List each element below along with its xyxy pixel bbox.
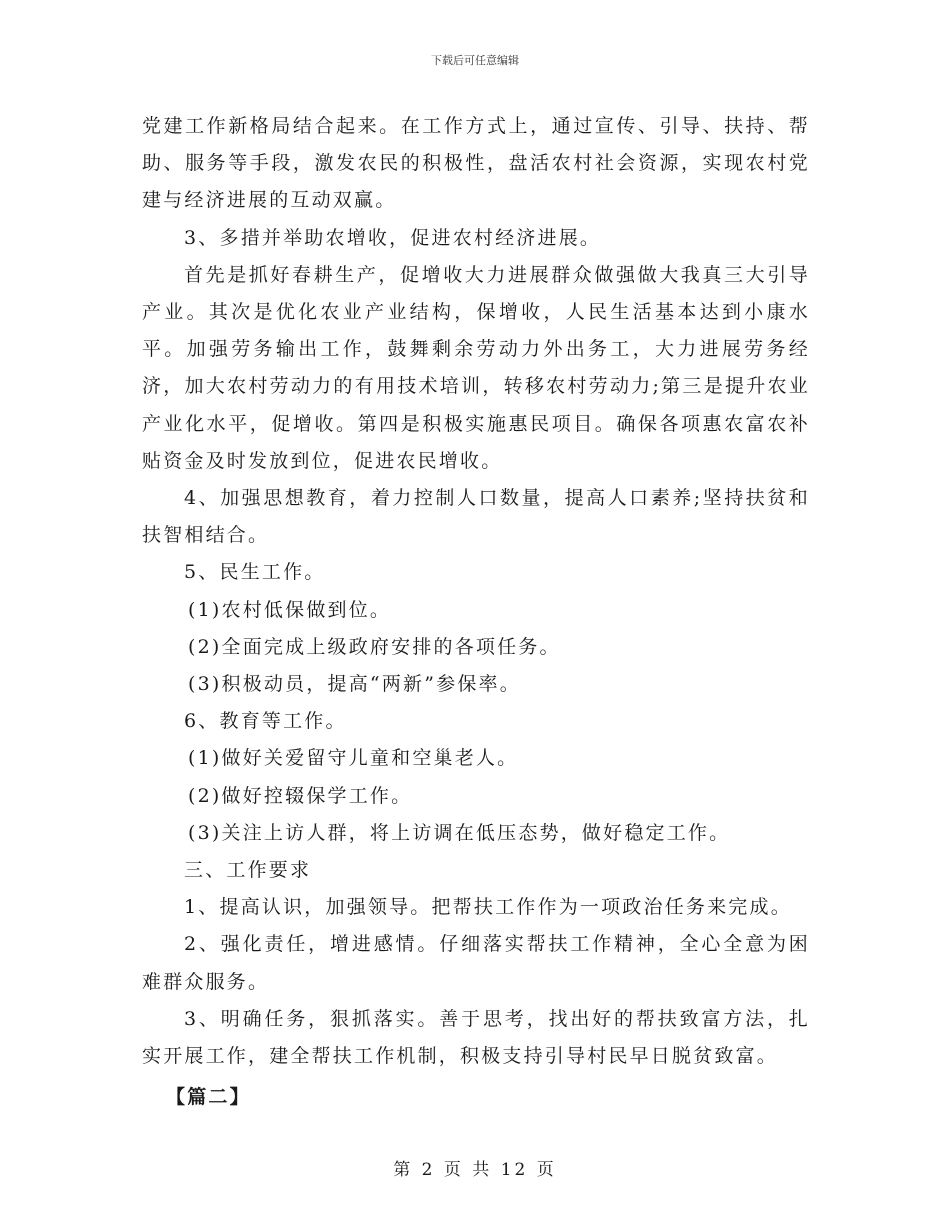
paragraph: 5、民生工作。 xyxy=(184,561,326,584)
page-number: 第 2 页 共 12 页 xyxy=(393,1160,557,1180)
list-item: (1)做好关爱留守儿童和空巢老人。 xyxy=(188,747,519,770)
paragraph: 4、加强思想教育，着力控制人口数量，提高人口素养;坚持扶贫和扶智相结合。 xyxy=(142,487,810,547)
paragraph: 1、提高认识，加强领导。把帮扶工作作为一项政治任务来完成。 xyxy=(184,896,792,919)
list-item: (2)做好控辍保学工作。 xyxy=(188,784,413,807)
list-item: (3)关注上访人群，将上访调在低压态势，做好稳定工作。 xyxy=(188,821,731,844)
paragraph: 6、教育等工作。 xyxy=(184,710,347,733)
paragraph: 3、多措并举助农增收，促进农村经济进展。 xyxy=(184,226,602,249)
page-header-note: 下载后可任意编辑 xyxy=(431,54,519,67)
document-body xyxy=(142,108,810,1116)
section-title: 【篇二】 xyxy=(166,1086,251,1109)
section-heading: 三、工作要求 xyxy=(184,859,312,882)
paragraph: 党建工作新格局结合起来。在工作方式上，通过宣传、引导、扶持、帮助、服务等手段，激发农民的积极性，盘活农村社会资源，实现农村党建与经济进展的互动双赢。 xyxy=(142,115,810,212)
list-item: (1)农村低保做到位。 xyxy=(188,598,392,621)
paragraph: 首先是抓好春耕生产，促增收大力进展群众做强做大我真三大引导产业。其次是优化农业产业结构，保增收，人民生活基本达到小康水平。加强劳务输出工作，鼓舞剩余劳动力外出务工，大力进展劳务经济，加大农村劳动力的有用技术培训，转移农村劳动力;第三是提升农业产业化水平，促增收。第四是积极实施惠民项目。确保各项惠农富农补贴资金及时发放到位，促进农民增收。 xyxy=(142,263,810,472)
list-item: (2)全面完成上级政府安排的各项任务。 xyxy=(188,635,561,658)
paragraph: 2、强化责任，增进感情。仔细落实帮扶工作精神，全心全意为困难群众服务。 xyxy=(142,933,810,993)
list-item: (3)积极动员，提高“两新”参保率。 xyxy=(188,673,521,696)
paragraph: 3、明确任务，狠抓落实。善于思考，找出好的帮扶致富方法，扎实开展工作，建全帮扶工作机制，积极支持引导村民早日脱贫致富。 xyxy=(142,1007,810,1068)
